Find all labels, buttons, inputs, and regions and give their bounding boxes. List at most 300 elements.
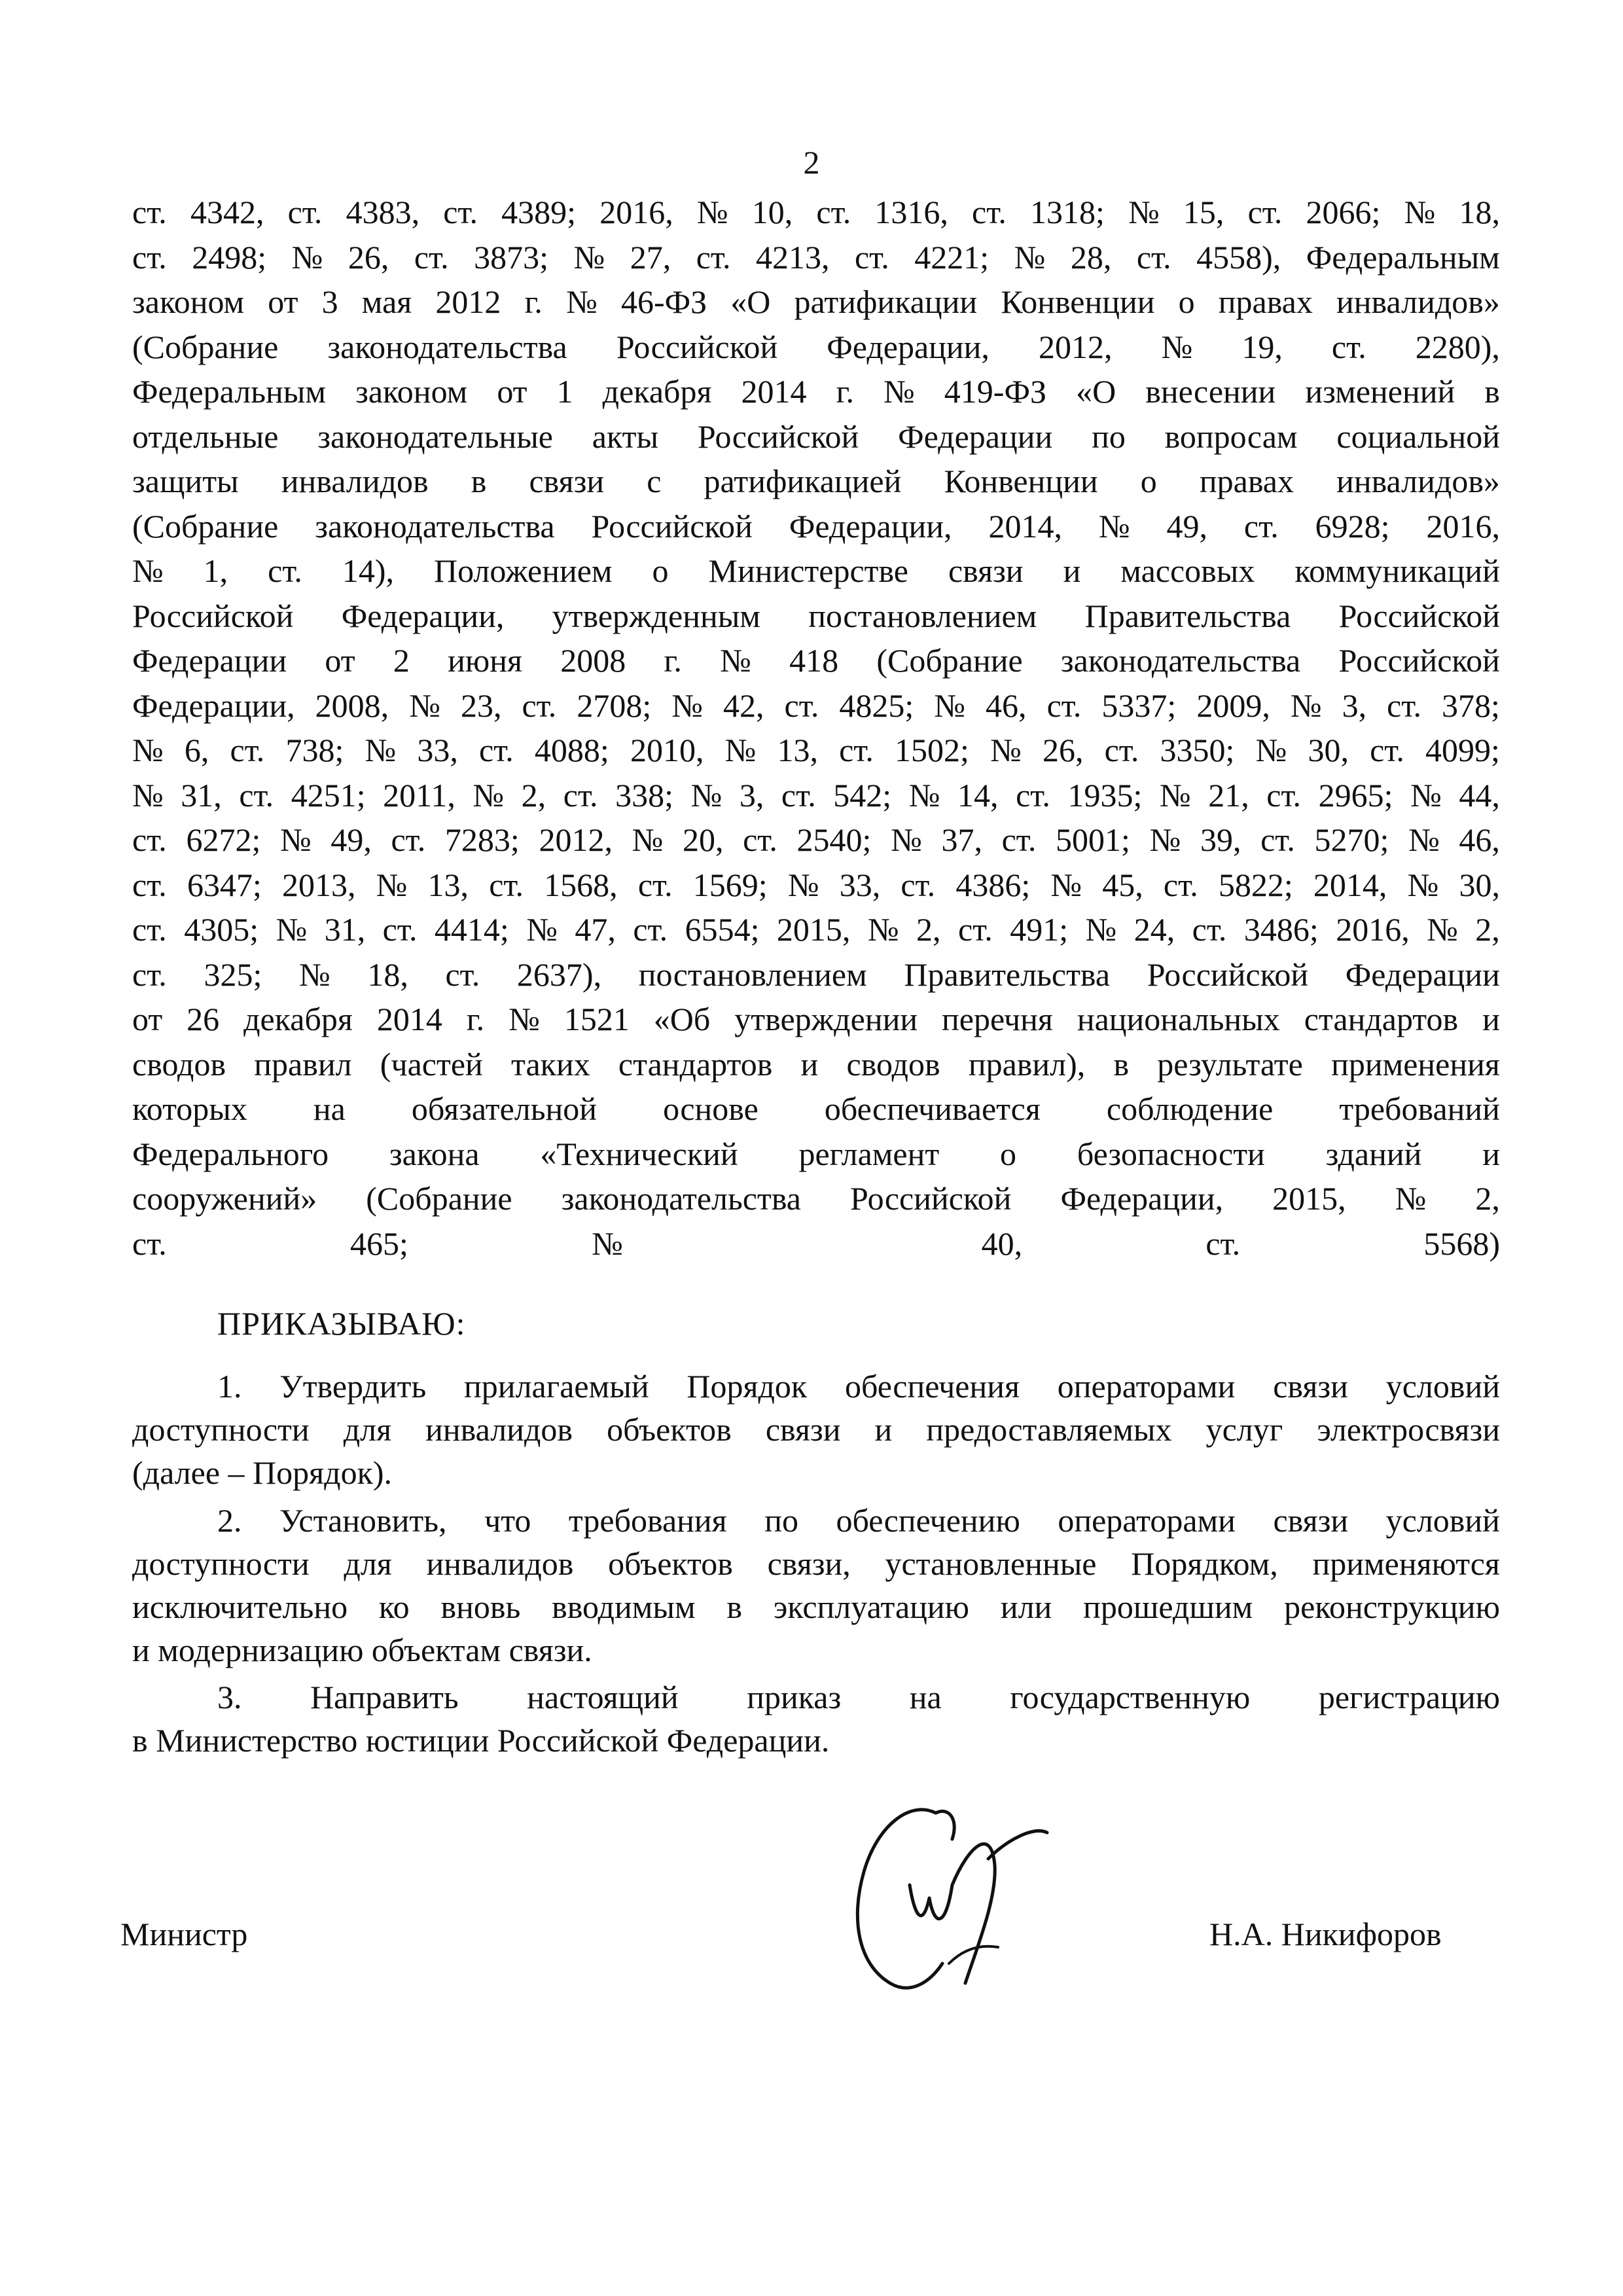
word: сооружений» bbox=[132, 1180, 317, 1217]
word: июня bbox=[448, 642, 522, 679]
word: законодательства bbox=[315, 507, 555, 545]
word: стандартов bbox=[1304, 1001, 1459, 1037]
word: массовых bbox=[1120, 552, 1255, 589]
word: № bbox=[1395, 1180, 1427, 1217]
preamble-text bbox=[132, 190, 1500, 1266]
word: Федерации, bbox=[132, 687, 295, 724]
word: ст. bbox=[1163, 866, 1198, 903]
word: Российской bbox=[850, 1180, 1012, 1217]
word: № bbox=[473, 776, 505, 814]
word: Федерации bbox=[898, 418, 1053, 455]
word: что bbox=[484, 1502, 531, 1539]
word: 2637), bbox=[516, 956, 602, 993]
word: (Собрание bbox=[132, 507, 279, 545]
word: соблюдение bbox=[1106, 1090, 1274, 1127]
word: ст. bbox=[743, 821, 777, 858]
word: 2708; bbox=[577, 687, 652, 724]
text-line bbox=[132, 414, 1500, 459]
word: о bbox=[1178, 283, 1195, 320]
signatory-name: Н.А. Никифоров bbox=[1209, 1916, 1442, 1952]
word: ст. bbox=[268, 552, 302, 589]
word: приказ bbox=[747, 1679, 842, 1715]
word: условий bbox=[1385, 1502, 1500, 1539]
word: 2008 bbox=[560, 642, 626, 679]
word: безопасности bbox=[1077, 1135, 1265, 1172]
word: 49, bbox=[330, 821, 372, 858]
word: 738; bbox=[285, 732, 344, 768]
word: Направить bbox=[310, 1679, 459, 1715]
word: объектов bbox=[608, 1545, 733, 1582]
word: ст. bbox=[239, 776, 274, 814]
word: № bbox=[1098, 507, 1130, 545]
word: 1, bbox=[203, 552, 228, 589]
order-item-2 bbox=[132, 1499, 1500, 1672]
word: ратификации bbox=[794, 283, 978, 320]
word: стандартов bbox=[618, 1045, 773, 1083]
page-number: 2 bbox=[803, 144, 820, 181]
word: ст. bbox=[1260, 821, 1295, 858]
word: № bbox=[787, 866, 819, 903]
word: применения bbox=[1331, 1045, 1500, 1083]
word: ст. bbox=[784, 687, 819, 724]
word: Федеральным bbox=[1306, 238, 1500, 276]
word: 2009, bbox=[1196, 687, 1270, 724]
word: № bbox=[724, 732, 757, 768]
word: на bbox=[313, 1090, 346, 1127]
word: 2066; bbox=[1306, 194, 1381, 230]
word: Положением bbox=[433, 552, 613, 589]
word: 2013, bbox=[282, 866, 356, 903]
word: вновь bbox=[440, 1588, 521, 1625]
word: 2014 bbox=[741, 373, 807, 410]
word: 542; bbox=[833, 776, 892, 814]
word: 20, bbox=[682, 821, 724, 858]
word: ст. bbox=[478, 732, 514, 768]
word: 1569; bbox=[692, 866, 768, 903]
word: 5270; bbox=[1314, 821, 1389, 858]
word: 4825; bbox=[839, 687, 914, 724]
word: 4099; bbox=[1425, 732, 1500, 768]
word: связи, bbox=[767, 1545, 851, 1582]
word: Федерации, bbox=[341, 597, 505, 634]
word: 6928; bbox=[1315, 507, 1390, 545]
word: 47, bbox=[575, 911, 616, 948]
word: 3, bbox=[739, 776, 764, 814]
word: реконструкцию bbox=[1284, 1588, 1500, 1625]
word: г. bbox=[524, 283, 543, 320]
text-line bbox=[132, 504, 1500, 549]
word: 1521 bbox=[563, 1001, 630, 1037]
word: 2012, bbox=[539, 821, 613, 858]
word: ст. bbox=[132, 238, 167, 276]
word: сводов bbox=[132, 1045, 226, 1083]
word: 3. bbox=[217, 1679, 242, 1715]
word: обязательной bbox=[411, 1090, 597, 1127]
text-line bbox=[132, 369, 1500, 414]
word: 6347; bbox=[187, 866, 262, 903]
word: ст. bbox=[287, 194, 323, 230]
word: ст. bbox=[1192, 911, 1227, 948]
text-line bbox=[132, 817, 1500, 863]
word: инвалидов» bbox=[1336, 463, 1500, 499]
word: национальных bbox=[1077, 1001, 1280, 1037]
word: 1. bbox=[217, 1368, 242, 1405]
word: декабря bbox=[243, 1001, 353, 1037]
word: Российской bbox=[132, 597, 294, 634]
word: применяются bbox=[1312, 1545, 1500, 1582]
word: электросвязи bbox=[1317, 1411, 1500, 1448]
word: № bbox=[671, 687, 703, 724]
word: (Собрание bbox=[876, 642, 1023, 679]
word: Российской bbox=[697, 418, 859, 455]
word: 27, bbox=[630, 238, 671, 276]
word: 2008, bbox=[315, 687, 389, 724]
word: ст. bbox=[132, 821, 167, 858]
word: законодательства bbox=[561, 1180, 801, 1217]
word: 1 bbox=[556, 373, 573, 410]
word: 1502; bbox=[895, 732, 969, 768]
word: ст. bbox=[132, 956, 167, 993]
word: № bbox=[1014, 238, 1046, 276]
word: Федерации, bbox=[1060, 1180, 1224, 1217]
word: которых bbox=[132, 1090, 247, 1127]
word: ст. bbox=[1136, 238, 1171, 276]
word: № bbox=[1085, 911, 1117, 948]
word: «О bbox=[730, 283, 771, 320]
word: 13, bbox=[427, 866, 469, 903]
word: инвалидов bbox=[281, 463, 429, 499]
text-line bbox=[132, 1132, 1500, 1177]
word: № bbox=[409, 687, 440, 724]
word: ст. bbox=[382, 911, 418, 948]
word: № bbox=[132, 776, 164, 814]
word: № bbox=[883, 373, 915, 410]
word: № bbox=[1050, 866, 1082, 903]
word: 325; bbox=[204, 956, 262, 993]
word: обеспечивается bbox=[824, 1090, 1041, 1127]
word: 1935; bbox=[1067, 776, 1143, 814]
word: инвалидов bbox=[426, 1545, 574, 1582]
word: 2, bbox=[1475, 1180, 1500, 1217]
word: и bbox=[874, 1411, 893, 1448]
word: связи bbox=[1273, 1368, 1348, 1405]
word: 33, bbox=[417, 732, 458, 768]
word: 26 bbox=[187, 1001, 220, 1037]
word: постановлением bbox=[808, 597, 1037, 634]
word: мая bbox=[361, 283, 412, 320]
word: «О bbox=[1076, 373, 1116, 410]
word: ко bbox=[378, 1588, 410, 1625]
word: Российской bbox=[1147, 956, 1309, 993]
word: ратификацией bbox=[704, 463, 902, 499]
word: № bbox=[1290, 687, 1322, 724]
text-line bbox=[132, 1585, 1500, 1628]
word: таких bbox=[511, 1045, 590, 1083]
text-line bbox=[132, 279, 1500, 325]
text-line bbox=[132, 773, 1500, 818]
word: 5001; bbox=[1056, 821, 1130, 858]
word: 23, bbox=[460, 687, 502, 724]
text-line bbox=[132, 952, 1500, 997]
text-line bbox=[132, 1086, 1500, 1132]
word: 3873; bbox=[474, 238, 549, 276]
text-line bbox=[132, 863, 1500, 908]
word: Федерального bbox=[132, 1135, 329, 1172]
word: результате bbox=[1157, 1045, 1303, 1083]
word: 2, bbox=[521, 776, 546, 814]
word: ст. bbox=[839, 732, 874, 768]
word: № bbox=[566, 283, 597, 320]
word: № bbox=[690, 776, 722, 814]
word: 2280), bbox=[1415, 328, 1500, 365]
word: 2015, bbox=[1272, 1180, 1346, 1217]
word: законодательства bbox=[327, 328, 567, 365]
word: № bbox=[1427, 911, 1458, 948]
word: связи bbox=[1273, 1502, 1349, 1539]
word: № bbox=[1408, 821, 1440, 858]
word: 4088; bbox=[534, 732, 609, 768]
word: ст. bbox=[1247, 194, 1283, 230]
word: с bbox=[647, 463, 662, 499]
word: № bbox=[1255, 732, 1287, 768]
word: ст. bbox=[1104, 732, 1139, 768]
text-line: ст. 465; № 40, ст. 5568) bbox=[132, 1225, 1500, 1262]
text-line bbox=[132, 728, 1500, 773]
word: для bbox=[343, 1411, 392, 1448]
word: связи bbox=[529, 463, 605, 499]
word: г. bbox=[664, 642, 682, 679]
word: № bbox=[1404, 194, 1436, 230]
word: связи bbox=[948, 552, 1024, 589]
word: Порядок bbox=[687, 1368, 808, 1405]
text-line: (далее – Порядок). bbox=[132, 1454, 393, 1491]
word: защиты bbox=[132, 463, 239, 499]
word: 2011, bbox=[383, 776, 455, 814]
word: отдельные bbox=[132, 418, 279, 455]
word: 26, bbox=[1042, 732, 1084, 768]
word: в bbox=[1484, 373, 1500, 410]
word: и bbox=[1482, 1001, 1500, 1037]
text-line bbox=[132, 459, 1500, 504]
text-line bbox=[132, 1365, 1500, 1408]
word: закона bbox=[389, 1135, 480, 1172]
word: от bbox=[132, 1001, 163, 1037]
word: Российской bbox=[1338, 597, 1500, 634]
word: 14, bbox=[957, 776, 999, 814]
word: № bbox=[1161, 328, 1193, 365]
word: Правительства bbox=[904, 956, 1111, 993]
word: 31, bbox=[324, 911, 366, 948]
word: № bbox=[276, 911, 308, 948]
word: № bbox=[508, 1001, 540, 1037]
word: 10, bbox=[751, 194, 793, 230]
word: Российской bbox=[616, 328, 778, 365]
word: 45, bbox=[1102, 866, 1143, 903]
text-line bbox=[132, 235, 1500, 280]
word: № bbox=[720, 642, 751, 679]
word: 3 bbox=[321, 283, 338, 320]
word: ст. bbox=[816, 194, 851, 230]
word: государственную bbox=[1010, 1679, 1251, 1715]
word: 5337; bbox=[1101, 687, 1177, 724]
word: 7283; bbox=[444, 821, 520, 858]
word: исключительно bbox=[132, 1588, 348, 1625]
word: № bbox=[1149, 821, 1181, 858]
word: 26, bbox=[348, 238, 389, 276]
word: ст. bbox=[637, 866, 673, 903]
word: регистрацию bbox=[1318, 1679, 1500, 1715]
word: ст. bbox=[391, 821, 426, 858]
word: ст. bbox=[522, 687, 557, 724]
word: № bbox=[1159, 776, 1191, 814]
word: прошедшим bbox=[1083, 1588, 1253, 1625]
word: Федерации bbox=[132, 642, 287, 679]
text-line bbox=[132, 548, 1500, 594]
word: и bbox=[800, 1045, 819, 1083]
word: 2012, bbox=[1039, 328, 1113, 365]
word: о bbox=[652, 552, 669, 589]
word: 491; bbox=[1010, 911, 1069, 948]
word: сводов bbox=[846, 1045, 940, 1083]
word: 4213, bbox=[756, 238, 830, 276]
word: 4558), bbox=[1196, 238, 1281, 276]
word: 46-ФЗ bbox=[620, 283, 707, 320]
word: 2540; bbox=[796, 821, 872, 858]
word: настоящий bbox=[527, 1679, 679, 1715]
word: 378; bbox=[1441, 687, 1500, 724]
word: № bbox=[291, 238, 323, 276]
word: 3486; bbox=[1243, 911, 1319, 948]
text-line bbox=[132, 1176, 1500, 1221]
word: № bbox=[891, 821, 922, 858]
word: 3350; bbox=[1160, 732, 1235, 768]
word: правил), bbox=[968, 1045, 1086, 1083]
word: ст. bbox=[1370, 732, 1404, 768]
word: 14), bbox=[342, 552, 395, 589]
word: правил bbox=[254, 1045, 352, 1083]
word: 21, bbox=[1208, 776, 1249, 814]
word: (частей bbox=[380, 1045, 483, 1083]
word: 2015, bbox=[776, 911, 851, 948]
word: Конвенции bbox=[944, 463, 1098, 499]
word: ст. bbox=[489, 866, 524, 903]
word: ст. bbox=[443, 194, 478, 230]
word: 2965; bbox=[1318, 776, 1393, 814]
word: 19, bbox=[1241, 328, 1283, 365]
word: требования bbox=[568, 1502, 727, 1539]
word: утвержденным bbox=[552, 597, 760, 634]
word: 1316, bbox=[874, 194, 948, 230]
word: ст. bbox=[854, 238, 889, 276]
handwritten-signature bbox=[838, 1787, 1060, 2003]
word: 4221; bbox=[914, 238, 990, 276]
word: 4383, bbox=[346, 194, 420, 230]
word: 2014 bbox=[376, 1001, 442, 1037]
word: утверждении bbox=[734, 1001, 918, 1037]
word: регламент bbox=[798, 1135, 940, 1172]
word: 37, bbox=[941, 821, 982, 858]
word: ст. bbox=[1331, 328, 1366, 365]
word: № bbox=[279, 821, 312, 858]
word: и bbox=[1482, 1135, 1500, 1172]
word: ст. bbox=[230, 732, 265, 768]
word: 4414; bbox=[434, 911, 509, 948]
word: операторами bbox=[1057, 1368, 1236, 1405]
word: законодательные bbox=[317, 418, 553, 455]
word: 3, bbox=[1342, 687, 1367, 724]
text-line bbox=[132, 594, 1500, 639]
word: правах bbox=[1199, 463, 1294, 499]
text-line bbox=[132, 638, 1500, 683]
word: ст. bbox=[901, 866, 936, 903]
word: 5822; bbox=[1218, 866, 1293, 903]
word: 4386; bbox=[955, 866, 1031, 903]
word: Утвердить bbox=[279, 1368, 427, 1405]
word: 2, bbox=[1475, 911, 1500, 948]
word: декабря bbox=[602, 373, 712, 410]
word: 4305; bbox=[184, 911, 259, 948]
text-line bbox=[132, 190, 1500, 235]
word: от bbox=[268, 283, 298, 320]
word: эксплуатацию bbox=[773, 1588, 970, 1625]
text-line bbox=[132, 907, 1500, 952]
word: 4251; bbox=[291, 776, 366, 814]
word: 49, bbox=[1166, 507, 1207, 545]
word: № bbox=[365, 732, 397, 768]
word: ст. bbox=[1016, 776, 1050, 814]
word: ст. bbox=[1387, 687, 1421, 724]
word: перечня bbox=[942, 1001, 1053, 1037]
word: внесении bbox=[1145, 373, 1276, 410]
word: ст. bbox=[132, 911, 167, 948]
word: Правительства bbox=[1084, 597, 1291, 634]
word: прилагаемый bbox=[464, 1368, 649, 1405]
word: операторами bbox=[1058, 1502, 1236, 1539]
word: (Собрание bbox=[132, 328, 279, 365]
word: социальной bbox=[1336, 418, 1500, 455]
word: 6, bbox=[184, 732, 209, 768]
word: 2016, bbox=[599, 194, 673, 230]
word: Федеральным bbox=[132, 373, 327, 410]
word: 15, bbox=[1183, 194, 1224, 230]
word: о bbox=[1140, 463, 1157, 499]
word: ст. bbox=[1266, 776, 1302, 814]
word: ст. bbox=[1046, 687, 1082, 724]
word: инвалидов bbox=[425, 1411, 573, 1448]
text-line: и модернизацию объектам связи. bbox=[132, 1632, 592, 1668]
word: условий bbox=[1385, 1368, 1500, 1405]
word: 2012 bbox=[435, 283, 501, 320]
word: связи bbox=[765, 1411, 841, 1448]
word: ст. bbox=[1001, 821, 1037, 858]
word: законом bbox=[132, 283, 245, 320]
word: 2. bbox=[217, 1502, 242, 1539]
word: № bbox=[298, 956, 330, 993]
word: по bbox=[764, 1502, 798, 1539]
word: ст. bbox=[132, 866, 167, 903]
word: Федерации, bbox=[827, 328, 990, 365]
word: основе bbox=[663, 1090, 758, 1127]
word: 1318; bbox=[1029, 194, 1105, 230]
word: № bbox=[132, 732, 164, 768]
word: Министерстве bbox=[708, 552, 909, 589]
word: «Об bbox=[653, 1001, 711, 1037]
word: предоставляемых bbox=[926, 1411, 1172, 1448]
word: № bbox=[632, 821, 664, 858]
word: вопросам bbox=[1164, 418, 1298, 455]
word: 2016, bbox=[1426, 507, 1500, 545]
word: ст. bbox=[633, 911, 668, 948]
